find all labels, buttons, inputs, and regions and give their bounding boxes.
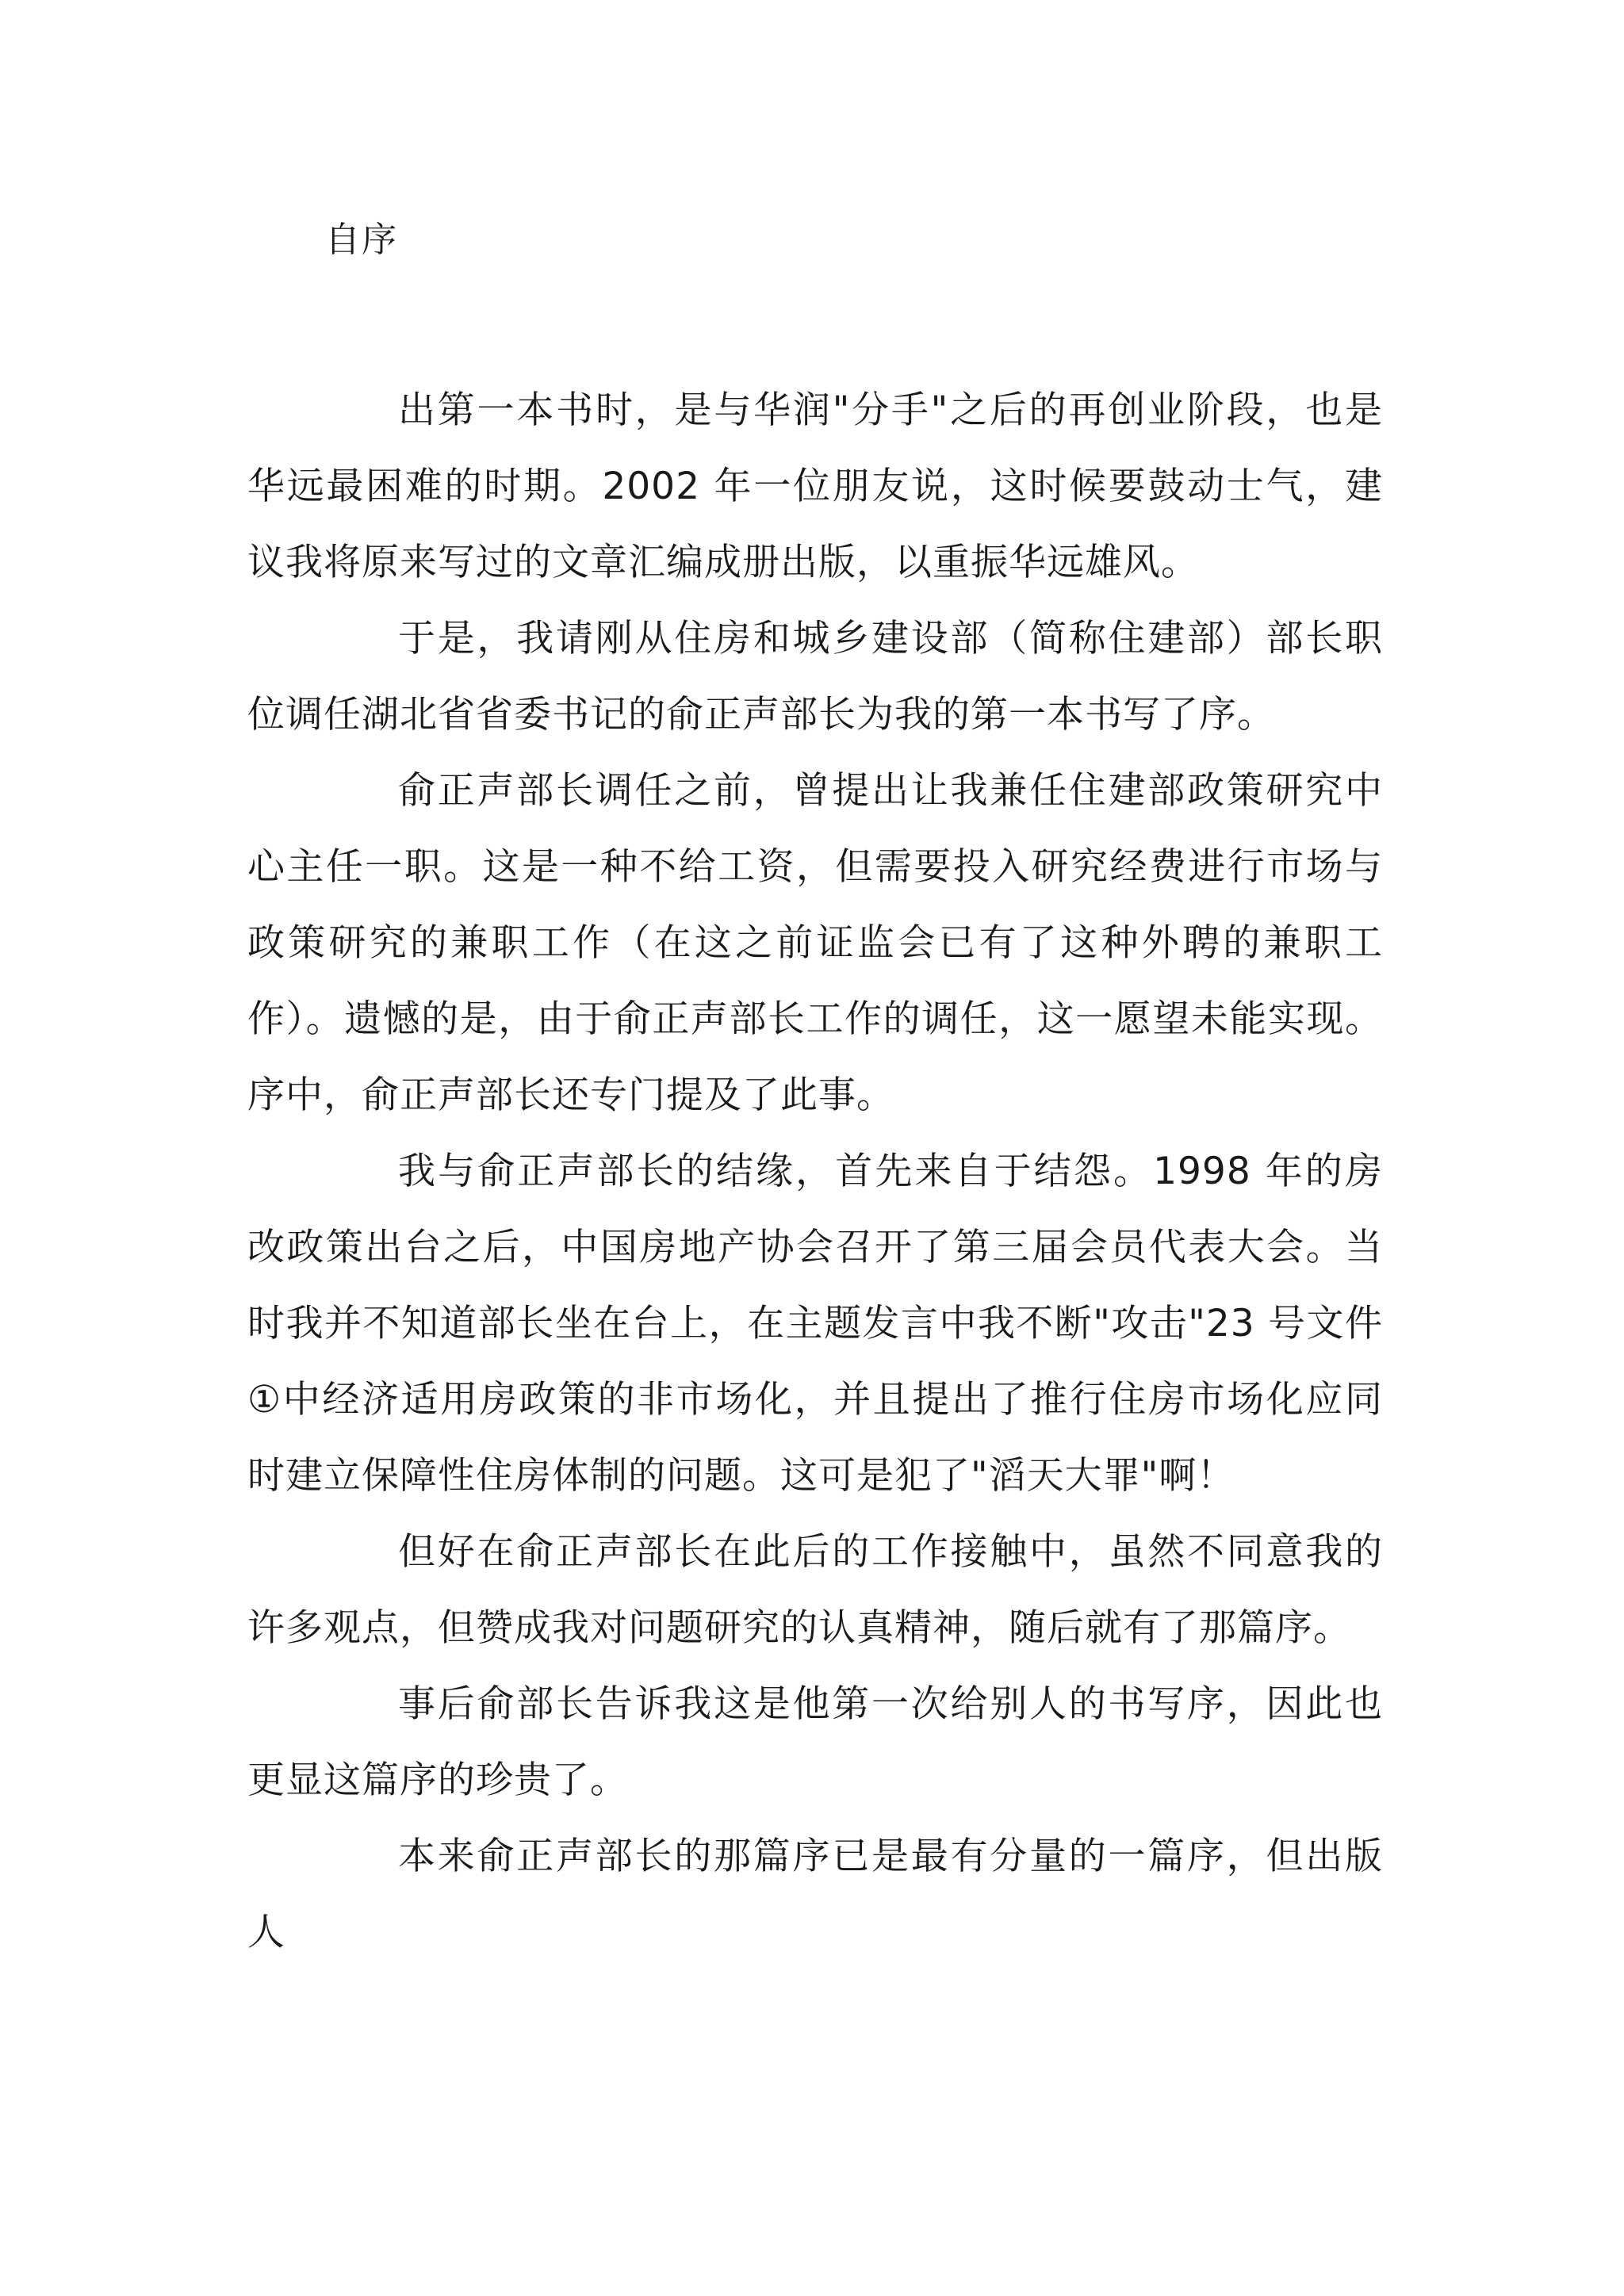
paragraph-5: 但好在俞正声部长在此后的工作接触中，虽然不同意我的许多观点，但赞成我对问题研究的认真精神，随后就有了那篇序。 (247, 1530, 1383, 1650)
document-body (247, 373, 1383, 1971)
paragraph-2: 于是，我请刚从住房和城乡建设部（简称住建部）部长职位调任湖北省省委书记的俞正声部长为我的第一本书写了序。 (247, 617, 1383, 737)
paragraph-7: 本来俞正声部长的那篇序已是最有分量的一篇序，但出版人 (247, 1835, 1383, 1954)
paragraph-3: 俞正声部长调任之前，曾提出让我兼任住建部政策研究中心主任一职。这是一种不给工资，但需要投入研究经费进行市场与政策研究的兼职工作（在这之前证监会已有了这种外聘的兼职工作）。遗憾的是，由于俞正声部长工作的调任，这一愿望未能实现。序中，俞正声部长还专门提及了此事。 (247, 769, 1383, 1117)
page-title: 自序 (325, 220, 398, 260)
paragraph-6: 事后俞部长告诉我这是他第一次给别人的书写序，因此也更显这篇序的珍贵了。 (247, 1682, 1383, 1802)
paragraph-1: 出第一本书时，是与华润"分手"之后的再创业阶段，也是华远最困难的时期。2002 年一位朋友说，这时候要鼓动士气，建议我将原来写过的文章汇编成册出版，以重振华远雄风。 (247, 388, 1383, 584)
paragraph-4: 我与俞正声部长的结缘，首先来自于结怨。1998 年的房改政策出台之后，中国房地产协会召开了第三届会员代表大会。当时我并不知道部长坐在台上，在主题发言中我不断"攻击"23 号文件①中经济适用房政策的非市场化，并且提出了推行住房市场化应同时建立保障性住房体制的问题。这可是犯了"滔天大罪"啊！ (247, 1150, 1383, 1498)
